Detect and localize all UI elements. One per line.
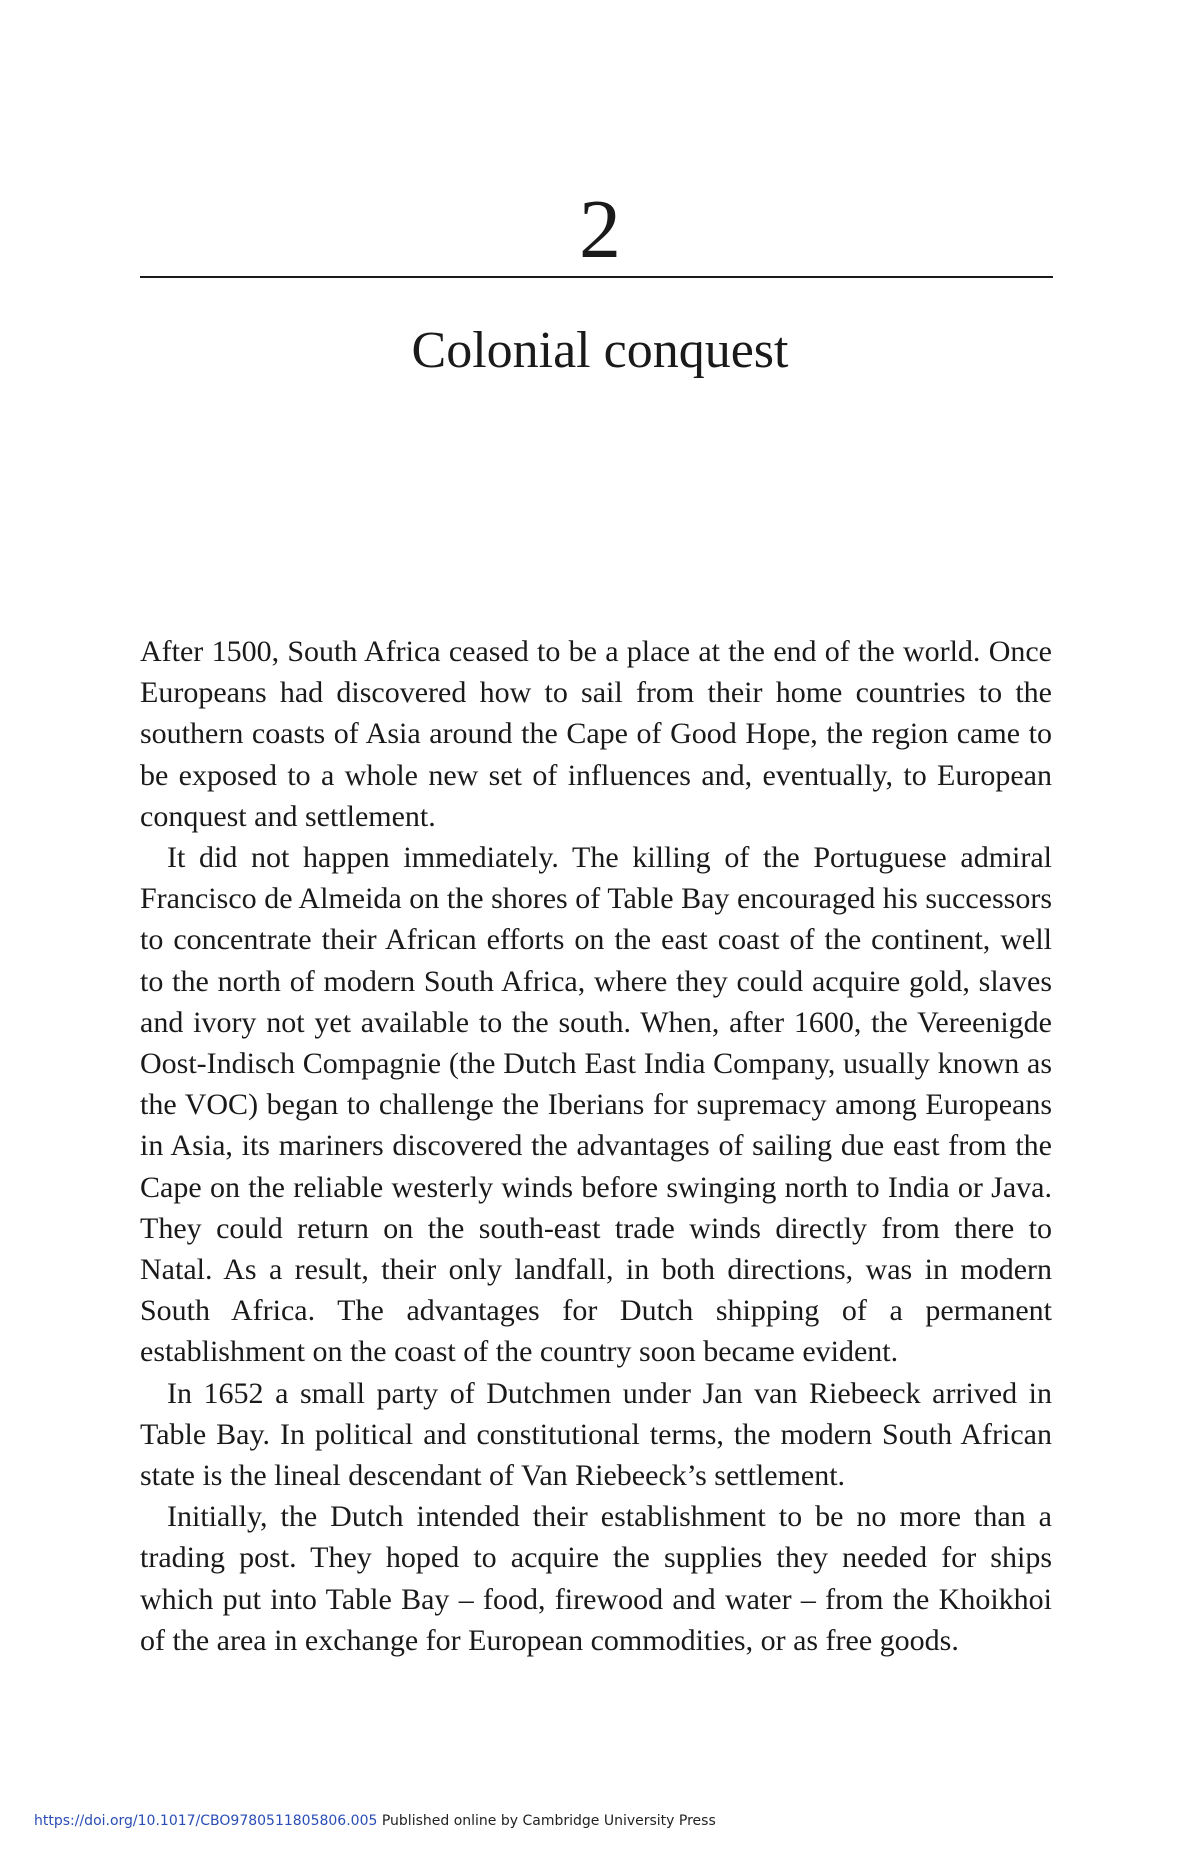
chapter-title: Colonial conquest: [411, 322, 789, 379]
paragraph-4: Initially, the Dutch intended their establishment to be no more than a trading post. They hoped to acquire the supplies they needed for ships which put into Table Bay – food, firewood and water – from the Khoikhoi of the area in exchange for European commodities, or as free goods.: [140, 1500, 1052, 1657]
paragraph-1: After 1500, South Africa ceased to be a place at the end of the world. Once Europeans had discovered how to sail from their home countries to the southern coasts of Asia around the Cape of Good Hope, the region came to be exposed to a whole new set of influences and, eventually, to European conquest and settlement.: [140, 635, 1052, 833]
paragraph-3: In 1652 a small party of Dutchmen under Jan van Riebeeck arrived in Table Bay. In political and constitutional terms, the modern South African state is the lineal descendant of Van Riebeeck’s settlement.: [140, 1376, 1052, 1493]
doi-link[interactable]: https://doi.org/10.1017/CBO9780511805806.005: [34, 1813, 378, 1829]
page-footer: [34, 1813, 716, 1830]
chapter-number: 2: [579, 183, 621, 276]
chapter-divider: [140, 276, 1053, 278]
paragraph-2: It did not happen immediately. The killing of the Portuguese admiral Francisco de Almeida on the shores of Table Bay encouraged his successors to concentrate their African efforts on the east coast of the continent, well to the north of modern South Africa, where they could acquire gold, slaves and ivory not yet available to the south. When, after 1600, the Vereenigde Oost-Indisch Compagnie (the Dutch East India Company, usually known as the VOC) began to challenge the Iberians for supremacy among Europeans in Asia, its mariners discovered the advantages of sailing due east from the Cape on the reliable westerly winds before swinging north to India or Java. They could return on the south-east trade winds directly from there to Natal. As a result, their only landfall, in both directions, was in modern South Africa. The advantages for Dutch shipping of a permanent establishment on the coast of the country soon became evident.: [140, 841, 1052, 1369]
publisher-note: Published online by Cambridge University Press: [381, 1813, 716, 1829]
chapter-body: [140, 631, 1052, 1661]
